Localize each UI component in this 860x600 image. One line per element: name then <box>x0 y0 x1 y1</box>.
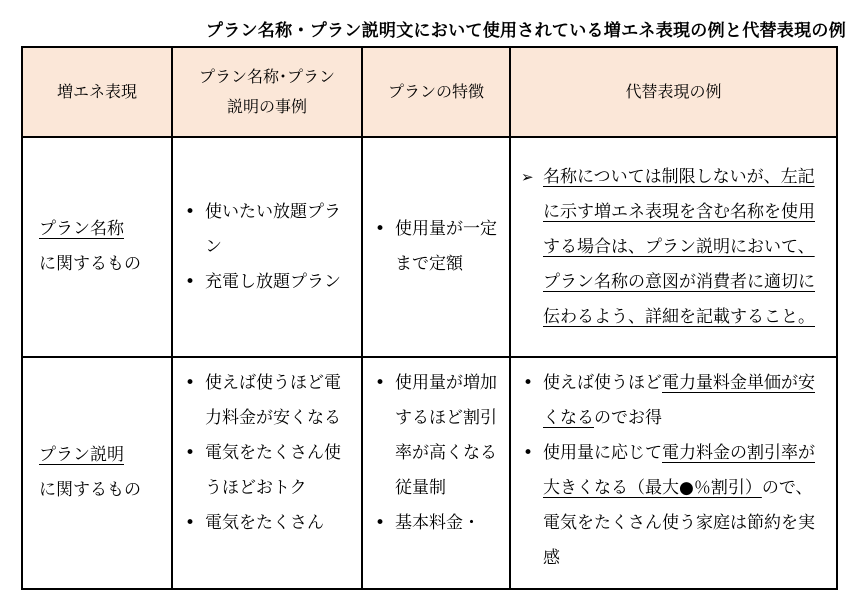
alternatives-cell <box>510 357 837 589</box>
category-label: プラン名称 <box>39 219 124 239</box>
category-cell <box>22 137 172 357</box>
expression-table <box>21 46 838 590</box>
list-item: • 使えば使うほど電力量料金単価が安くなるのでお得 <box>521 366 826 436</box>
header-examples-line1: プラン名称･プラン <box>198 67 335 86</box>
examples-cell <box>172 137 362 357</box>
list-item: • 基本料金・ <box>373 506 499 541</box>
table-row-plan-name <box>22 137 837 357</box>
list-item: • 充電し放題プラン <box>183 265 351 300</box>
list-item: • 使用量に応じて電力料金の割引率が大きくなる（最大●％割引）ので、電気をたくさん使う家庭は節約を実感 <box>521 436 826 576</box>
list-item: • 使用量が一定まで定額 <box>373 212 499 282</box>
list-item: • 使いたい放題プラン <box>183 195 351 265</box>
list-item: • 使えば使うほど電力料金が安くなる <box>183 366 351 436</box>
header-examples <box>172 47 362 137</box>
features-cell <box>362 357 510 589</box>
page-title: プラン名称・プラン説明文において使用されている増エネ表現の例と代替表現の例 <box>205 21 846 41</box>
list-item: • 電気をたくさん使うほどおトク <box>183 436 351 506</box>
category-suffix: に関するもの <box>39 254 141 274</box>
list-item: • 使用量が増加するほど割引率が高くなる従量制 <box>373 366 499 506</box>
header-row <box>22 47 837 137</box>
header-expression-type: 増エネ表現 <box>22 47 172 137</box>
list-item: • 電気をたくさん <box>183 506 351 541</box>
features-cell <box>362 137 510 357</box>
alternatives-cell <box>510 137 837 357</box>
header-alternatives: 代替表現の例 <box>510 47 837 137</box>
examples-cell <box>172 357 362 589</box>
category-suffix: に関するもの <box>39 480 141 500</box>
table-row-plan-description <box>22 357 837 589</box>
header-examples-line2: 説明の事例 <box>226 97 307 116</box>
header-features: プランの特徴 <box>362 47 510 137</box>
list-item: ➢ 名称については制限しないが、左記に示す増エネ表現を含む名称を使用する場合は、プラン説明において、プラン名称の意図が消費者に適切に伝わるよう、詳細を記載すること。 <box>521 160 826 335</box>
category-cell <box>22 357 172 589</box>
category-label: プラン説明 <box>39 445 124 465</box>
